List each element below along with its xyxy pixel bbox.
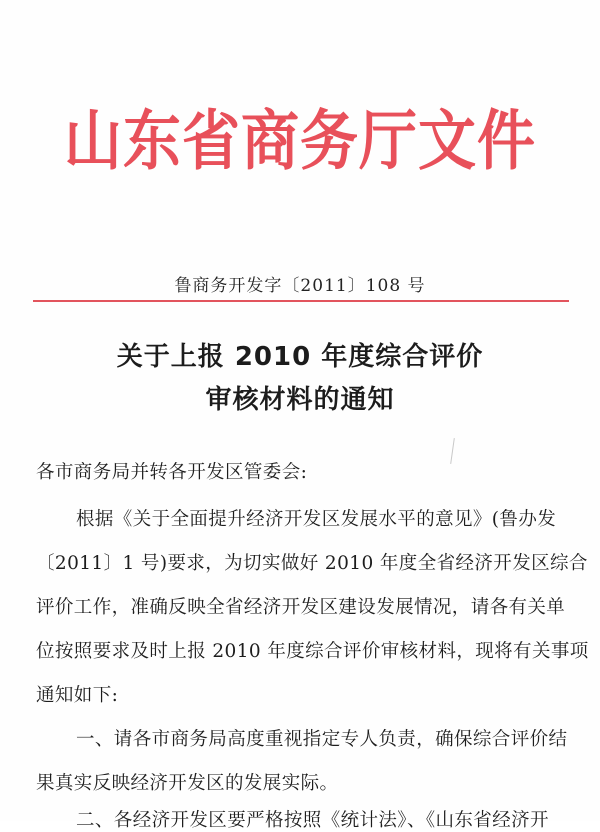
salutation: 各市商务局并转各开发区管委会: [36,462,308,483]
notice-title-line-1: 关于上报 2010 年度综合评价 [116,342,484,372]
body-paragraph-line: 评价工作，准确反映全省经济开发区建设发展情况，请各有关单 [36,597,566,618]
body-paragraph-line: 位按照要求及时上报 2010 年度综合评价审核材料，现将有关事项 [36,641,589,662]
body-paragraph-line: 二、各经济开发区要严格按照《统计法》、《山东省经济开 [76,810,549,831]
body-paragraph-line: 〔2011〕1 号)要求，为切实做好 2010 年度全省经济开发区综合 [36,553,588,574]
body-paragraph-line: 一、请各市商务局高度重视指定专人负责，确保综合评价结 [76,729,568,750]
body-paragraph-line: 通知如下: [36,685,119,706]
body-paragraph-line: 果真实反映经济开发区的发展实际。 [36,773,339,794]
document-masthead: 山东省商务厅文件 [63,102,536,179]
scan-artifact [450,438,455,464]
notice-title-line-2: 审核材料的通知 [205,385,395,415]
body-paragraph-line: 根据《关于全面提升经济开发区发展水平的意见》(鲁办发 [76,509,557,530]
document-number: 鲁商务开发字〔2011〕108 号 [174,276,426,296]
red-separator-rule [33,300,569,302]
